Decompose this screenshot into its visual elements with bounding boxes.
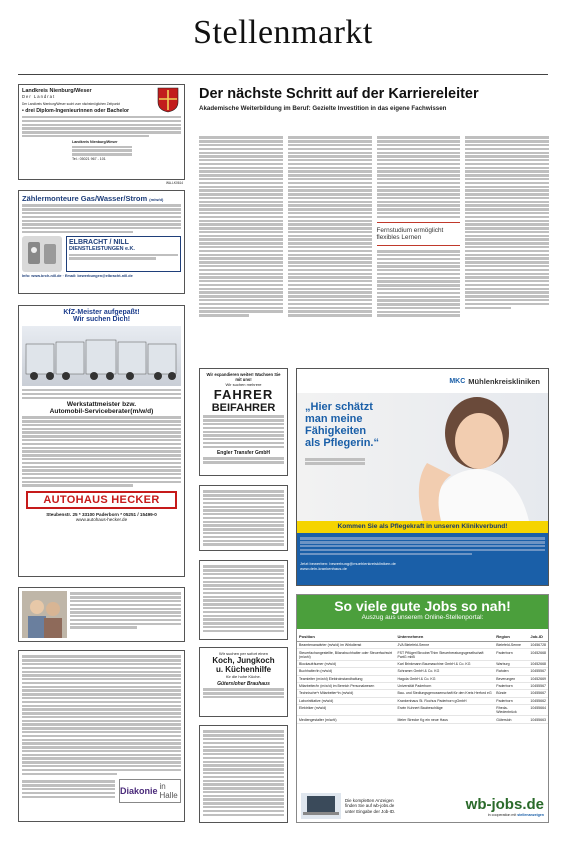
ad-fahrer-company: Engler Transfer GmbH bbox=[216, 450, 271, 457]
article bbox=[199, 86, 549, 112]
ad-hecker-headline1: KfZ-Meister aufgepaßt! bbox=[63, 309, 140, 316]
coat-of-arms-icon bbox=[157, 87, 179, 113]
job-row[interactable] bbox=[297, 668, 548, 675]
job-row[interactable] bbox=[297, 690, 548, 697]
ad-hecker-addr: Steubenstr. 25 * 33100 Paderborn * 05251 / 15499-0 bbox=[46, 511, 157, 517]
diakonie-logo: Diakonie in Halle bbox=[119, 779, 181, 803]
mkc-quote: „Hier schätzt man meine Fähigkeiten als Pflegerin.“ bbox=[305, 401, 379, 449]
article-pullquote: Fernstudium ermöglicht flexibles Lernen bbox=[377, 222, 461, 246]
ad-hecker-body bbox=[22, 416, 181, 486]
ad-code: WA-LK0614 bbox=[166, 181, 184, 185]
ad-landkreis-lead: Der Landkreis Nienburg/Weser sucht zum nächstmöglichen Zeitpunkt bbox=[22, 102, 120, 106]
jobs-table bbox=[297, 632, 548, 724]
ad-landkreis-sub: Der Landrat bbox=[22, 94, 56, 99]
ad-landkreis-tel: Tel.: 05021 967 - 101 bbox=[72, 157, 106, 162]
job-position: Steuerfachangestellte, Bilanzbuchhalter oder Steuerfachwirt (m/w/d) bbox=[297, 649, 396, 660]
ad-mkc[interactable]: MKC Mühlenkreiskliniken „Hier schätzt man meine Fähigkeiten als Pflegerin.“ Kommen Sie als Pflegekraft in unseren Klinikverbund! Jetzt bewerben: bewerbung@muehlenkreiskliniken.de www.dein-krankenhaus.de bbox=[296, 368, 549, 586]
jobs-footer-1: Die kompletten Anzeigen bbox=[345, 798, 394, 804]
ad-koch[interactable]: Wir suchen per sofort einen Koch, Jungkoch u. Küchenhilfe für die hohe Küche. Gütersloher Brauhaus bbox=[199, 647, 288, 717]
ad-hecker-url[interactable]: www.autohaus-hecker.de bbox=[75, 516, 128, 522]
job-region: Bielefeld-Senne bbox=[494, 642, 528, 649]
hecker-logo: AUTOHAUS HECKER bbox=[26, 491, 177, 509]
article-body bbox=[199, 135, 549, 361]
jobs-footer-2: finden Sie auf wb-jobs.de bbox=[345, 803, 395, 809]
laptop-icon bbox=[301, 793, 341, 819]
job-row[interactable] bbox=[297, 716, 548, 723]
job-region: Gütersloh bbox=[494, 716, 528, 723]
job-row[interactable] bbox=[297, 660, 548, 667]
job-id: 10455663 bbox=[528, 716, 548, 723]
job-company: Erwin Kuhnert Baubeschläge bbox=[396, 705, 495, 716]
job-row[interactable] bbox=[297, 675, 548, 682]
ad-elbracht[interactable] bbox=[18, 190, 185, 294]
job-company: Schramm GmbH & Co. KG bbox=[396, 668, 495, 675]
masthead bbox=[0, 0, 566, 68]
ad-hecker-headline2: Wir suchen Dich! bbox=[72, 316, 131, 323]
job-position: Laborinitiative (m/w/d) bbox=[297, 697, 396, 704]
job-id: 10455664 bbox=[528, 705, 548, 716]
ad-landkreis-address bbox=[72, 146, 132, 156]
job-position: Technische*r Mitarbeiter*in (m/w/d) bbox=[297, 690, 396, 697]
article-headline: Der nächste Schritt auf der Karriereleiter bbox=[199, 86, 479, 102]
ad-landkreis[interactable] bbox=[18, 84, 185, 180]
ad-elbracht-body bbox=[22, 204, 181, 233]
job-region: Paderborn bbox=[494, 649, 528, 660]
job-row[interactable] bbox=[297, 697, 548, 704]
job-company: Universität Paderborn bbox=[396, 682, 495, 689]
ad-landkreis-contact: Landkreis Nienburg/Weser bbox=[72, 140, 118, 145]
ad-middle-2[interactable] bbox=[199, 485, 288, 551]
meter-photo bbox=[22, 236, 62, 272]
job-region: Beverungen bbox=[494, 675, 528, 682]
jobs-column-header: Region bbox=[494, 632, 528, 642]
job-id: 10455567 bbox=[528, 682, 548, 689]
job-position: Blockaufräumer (m/w/d) bbox=[297, 660, 396, 667]
job-company: Hagola GmbH & Co. KG bbox=[396, 675, 495, 682]
ad-fahrer-sub: BEIFAHRER bbox=[211, 402, 276, 414]
job-position: Mitarbeiter/in (m/w/d) im Bereich Personalwesen bbox=[297, 682, 396, 689]
ad-koch-title: Koch, Jungkoch bbox=[212, 656, 275, 665]
mkc-cta[interactable]: Jetzt bewerben: bewerbung@muehlenkreiskliniken.de bbox=[300, 560, 396, 566]
ad-small-left[interactable] bbox=[18, 587, 185, 642]
job-id: 10452668 bbox=[528, 649, 548, 660]
mkc-photo bbox=[297, 393, 548, 521]
ad-hecker-bold1: Werkstattmeister bzw. bbox=[66, 400, 137, 408]
job-company: Krankenhaus St. Rochus Paderborn gGmbH bbox=[396, 697, 495, 704]
partner-logo: stellenanzeigen bbox=[517, 812, 544, 817]
ad-fahrer[interactable]: Wir expandieren weiter! Wachsen Sie mit uns! Wir suchen mehrere FAHRER BEIFAHRER Engler Transfer GmbH bbox=[199, 368, 288, 476]
job-company: JVA Bielefeld-Senne bbox=[396, 642, 495, 649]
ad-landkreis-title: • drei Diplom-Ingenieurinnen oder Bachelor bbox=[22, 108, 130, 114]
job-position: Mediengestalter (m/w/d) bbox=[297, 716, 396, 723]
jobs-footer-3: unter Eingabe der Job-ID. bbox=[345, 808, 396, 814]
job-id: 10452669 bbox=[528, 675, 548, 682]
job-company: Karl Brinkmann Baumaschine GmbH & Co. KG bbox=[396, 660, 495, 667]
job-row[interactable] bbox=[297, 642, 548, 649]
jobs-sub: Auszug aus unserem Online-Stellenportal: bbox=[361, 614, 484, 621]
job-position: Beamtenanwärter (m/w/d) im Wirkdienst bbox=[297, 642, 396, 649]
job-region: Rheda-Wiedenbrück bbox=[494, 705, 528, 716]
mkc-logo: MKC bbox=[449, 377, 466, 385]
job-id: 10452668 bbox=[528, 660, 548, 667]
job-id: 10456728 bbox=[528, 642, 548, 649]
ad-landkreis-org: Landkreis Nienburg/Weser bbox=[22, 88, 92, 94]
job-row[interactable] bbox=[297, 649, 548, 660]
mkc-web[interactable]: www.dein-krankenhaus.de bbox=[300, 565, 347, 571]
ad-elbracht-company: ELBRACHT / NILL bbox=[69, 239, 129, 247]
job-id: 10455567 bbox=[528, 668, 548, 675]
jobs-column-header: Job-ID bbox=[528, 632, 548, 642]
people-photo bbox=[22, 591, 67, 638]
job-region: Bünde bbox=[494, 690, 528, 697]
job-row[interactable] bbox=[297, 705, 548, 716]
job-position: Elektriker (m/w/d) bbox=[297, 705, 396, 716]
ad-middle-5[interactable] bbox=[199, 725, 288, 823]
ad-hecker[interactable] bbox=[18, 305, 185, 577]
job-region: Warburg bbox=[494, 660, 528, 667]
ad-middle-3[interactable] bbox=[199, 560, 288, 640]
article-subhead: Akademische Weiterbildung im Beruf: Gezielte Investition in das eigene Fachwissen bbox=[199, 105, 447, 112]
masthead-rule bbox=[18, 74, 548, 75]
jobs-column-header: Position bbox=[297, 632, 396, 642]
job-region: Rahden bbox=[494, 668, 528, 675]
ad-fahrer-word: FAHRER bbox=[213, 387, 274, 402]
page-title: Stellenmarkt bbox=[193, 14, 373, 51]
truck-photo bbox=[22, 326, 181, 386]
ad-landkreis-body bbox=[22, 116, 181, 137]
job-position: Buchhalter/in (m/w/d) bbox=[297, 668, 396, 675]
wbjobs-logo[interactable]: wb-jobs.de bbox=[465, 795, 544, 813]
ad-elbracht-info[interactable]: Info: www.brch-nill.de · Email: bewerbungen@elbracht-nill.de bbox=[22, 274, 133, 279]
jobs-headline: So viele gute Jobs so nah! bbox=[334, 598, 511, 614]
jobs-column-header: Unternehmen bbox=[396, 632, 495, 642]
job-position: Teamleiter (m/w/d) Elektroinstandhaltung bbox=[297, 675, 396, 682]
job-region: Paderborn bbox=[494, 682, 528, 689]
job-row[interactable] bbox=[297, 682, 548, 689]
job-company: Bau- und Siedlungsgenossenschaft für den Kreis Herford eG bbox=[396, 690, 495, 697]
ad-elbracht-headline: Zählermonteure Gas/Wasser/Strom (m/w/d) bbox=[22, 194, 164, 203]
job-id: 10455667 bbox=[528, 690, 548, 697]
ad-text-left[interactable] bbox=[18, 650, 185, 822]
job-company: FST Pflüger/Stroobe/Thim Steuerberatungsgesellschaft PartG mbB bbox=[396, 649, 495, 660]
mkc-banner: Kommen Sie als Pflegekraft in unseren Klinikverbund! bbox=[297, 521, 548, 533]
ad-hecker-bold2: Automobil-Serviceberater(m/w/d) bbox=[49, 407, 154, 415]
ad-elbracht-company2: DIENSTLEISTUNGEN e.K. bbox=[69, 246, 135, 253]
job-company: Meier Strecke Kg ein neue Haus bbox=[396, 716, 495, 723]
job-id: 10455662 bbox=[528, 697, 548, 704]
jobs-box: So viele gute Jobs so nah! Auszug aus unserem Online-Stellenportal: Position Unternehmen Region Job-ID Beamtenanwärter (m/w/d) im Wirkdienst JVA Bielefeld-Senne Bielefeld-Senne 10456728 Steuerfachangestellte, Bilanzbuchhalter oder Steuerfachwirt (m/w/d) FST Pflüger/Stroobe/Thim Steuerberatungsgesellschaft PartG mbB Paderborn 10452668 Blockaufräumer (m/w/d) Karl Brinkmann Baumaschine GmbH & Co. KG Warburg 10452668 Buchhalter/in (m/w/d) Schramm GmbH & Co. KG Rahden 10455567 Teamleiter (m/w/d) Elektroinstandhaltung Hagola GmbH & Co. KG Beverungen 10452669 Mitarbeiter/in (m/w/d) im Bereich Personalwesen Universität Paderborn Paderborn 10455567 Technische*r Mitarbeiter*in (m/w/d) Bau- und Siedlungsgenossenschaft für den Kreis Herford eG Bünde 10455667 Laborinitiative (m/w/d) Krankenhaus St. Rochus Paderborn gGmbH Paderborn 10455662 Elektriker (m/w/d) Erwin Kuhnert Baubeschläge Rheda-Wiedenbrück 10455664 Mediengestalter (m/w/d) Meier Strecke Kg ein neue Haus Gütersloh 10455663 Die kompletten Anzeigen finden Sie auf wb-jobs.de unter Eingabe der Job-ID. wb-jobs.de in cooperation mit stellenanzeigen bbox=[296, 594, 549, 823]
job-region: Paderborn bbox=[494, 697, 528, 704]
